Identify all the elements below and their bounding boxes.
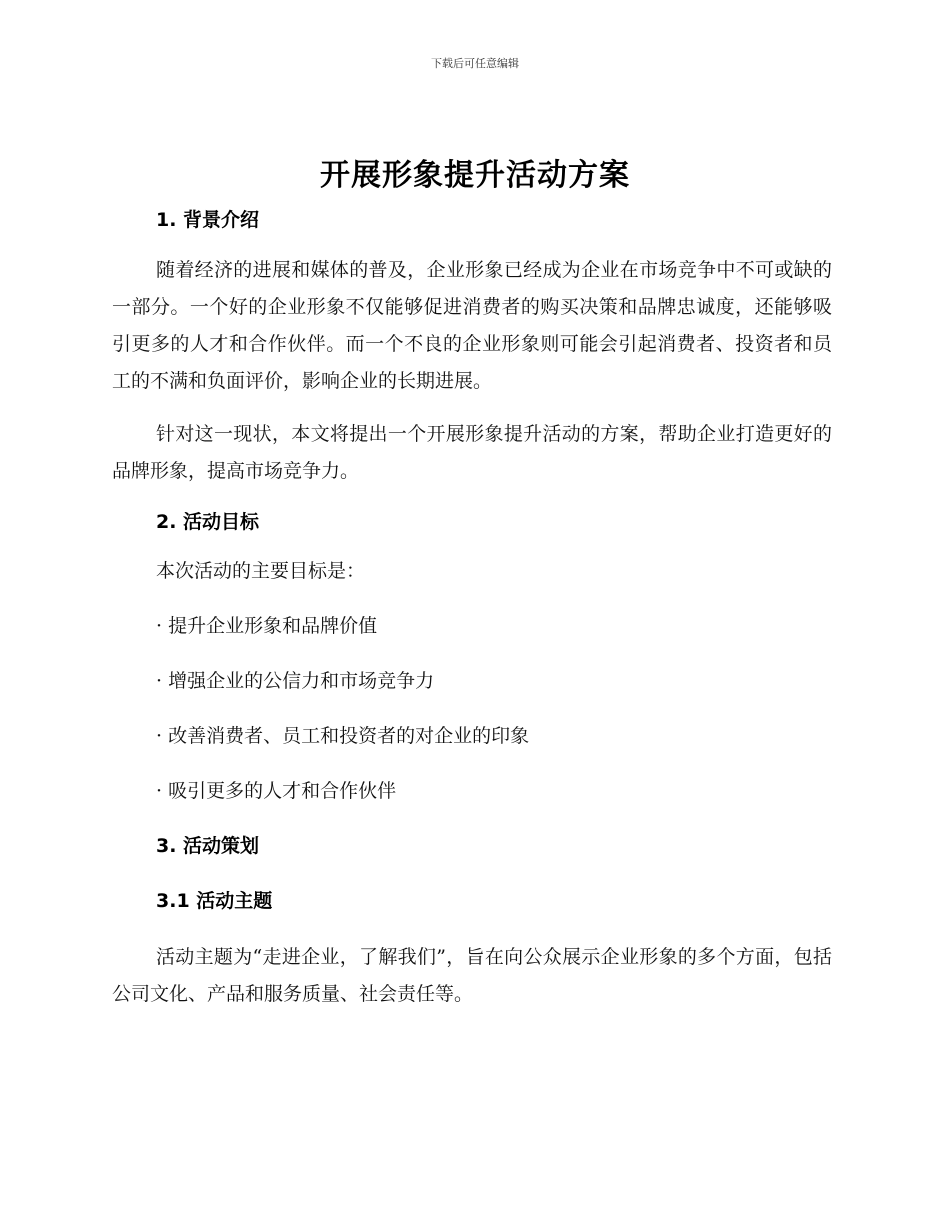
goal-bullet: · 增强企业的公信力和市场竞争力 [156,670,435,692]
theme-paragraph: 活动主题为“走进企业，了解我们”，旨在向公众展示企业形象的多个方面，包括公司文化、产品和服务质量、社会责任等。 [112,946,832,1005]
section-heading-planning: 3. 活动策划 [156,835,260,857]
goal-bullet: · 改善消费者、员工和投资者的对企业的印象 [156,725,530,747]
goal-bullet: · 提升企业形象和品牌价值 [156,615,378,637]
section-heading-goals: 2. 活动目标 [156,511,260,533]
document-title: 开展形象提升活动方案 [320,158,630,193]
background-paragraph-2: 针对这一现状，本文将提出一个开展形象提升活动的方案，帮助企业打造更好的品牌形象，提高市场竞争力。 [112,423,832,482]
subsection-heading-theme: 3.1 活动主题 [156,890,273,912]
section-heading-background: 1. 背景介绍 [156,209,260,231]
background-paragraph-1: 随着经济的进展和媒体的普及，企业形象已经成为企业在市场竞争中不可或缺的一部分。一个好的企业形象不仅能够促进消费者的购买决策和品牌忠诚度，还能够吸引更多的人才和合作伙伴。而一个不良的企业形象则可能会引起消费者、投资者和员工的不满和负面评价，影响企业的长期进展。 [112,259,832,392]
page-header: 下载后可任意编辑 [431,57,519,70]
goals-intro: 本次活动的主要目标是： [156,560,366,582]
goal-bullet: · 吸引更多的人才和合作伙伴 [156,780,397,802]
document-body [112,198,832,1013]
